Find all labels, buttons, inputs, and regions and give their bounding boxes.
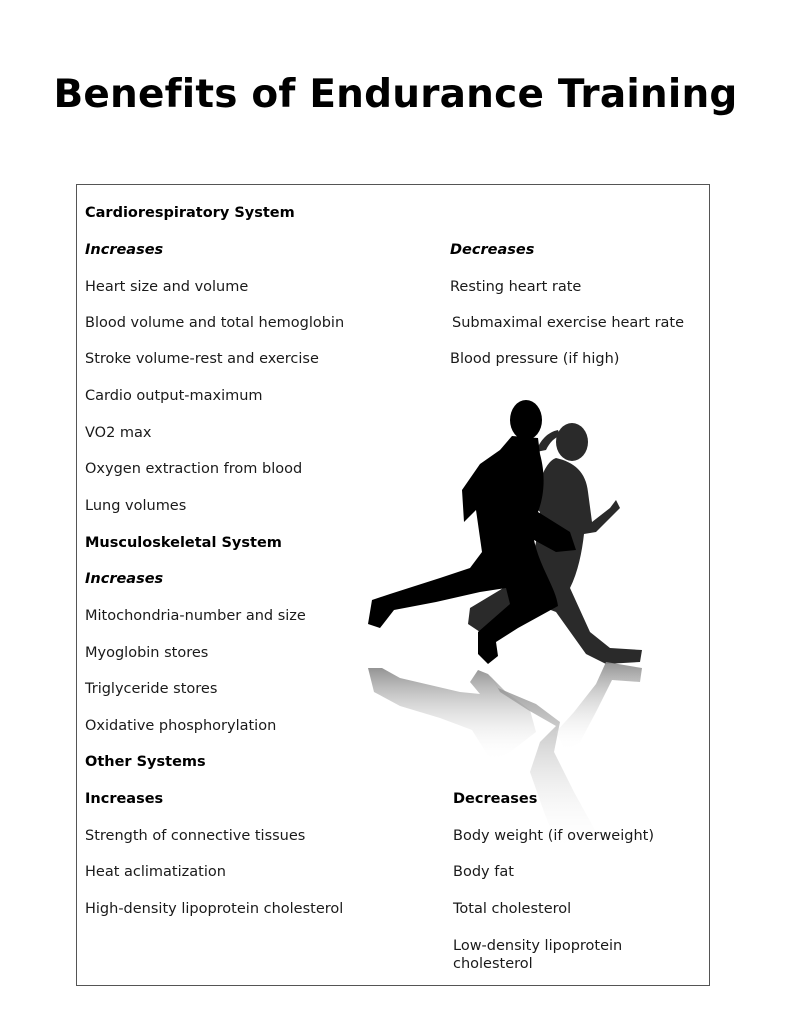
runners-silhouette-icon <box>360 392 660 852</box>
list-item: Stroke volume-rest and exercise <box>85 351 319 367</box>
list-item: Myoglobin stores <box>85 645 209 661</box>
list-item: Mitochondria-number and size <box>85 608 306 624</box>
list-item: Blood volume and total hemoglobin <box>85 315 345 331</box>
list-item: High-density lipoprotein cholesterol <box>85 901 344 917</box>
other-increases-label: Increases <box>85 791 164 807</box>
list-item: Lung volumes <box>85 498 187 514</box>
list-item: Blood pressure (if high) <box>450 351 620 367</box>
list-item: VO2 max <box>85 425 152 441</box>
list-item: Submaximal exercise heart rate <box>452 315 685 331</box>
page-title: Benefits of Endurance Training <box>53 72 738 117</box>
other-decreases-label: Decreases <box>453 791 538 807</box>
section-heading-cardiorespiratory: Cardiorespiratory System <box>85 205 295 221</box>
section-heading-musculoskeletal: Musculoskeletal System <box>85 535 282 551</box>
list-item: Oxygen extraction from blood <box>85 461 303 477</box>
list-item: Body fat <box>453 864 514 880</box>
list-item: Strength of connective tissues <box>85 828 306 844</box>
list-item: Heart size and volume <box>85 279 249 295</box>
list-item: Cardio output-maximum <box>85 388 263 404</box>
section-heading-other-systems: Other Systems <box>85 754 206 770</box>
list-item: Oxidative phosphorylation <box>85 718 277 734</box>
runners-reflection-icon <box>368 662 642 852</box>
cardio-increases-label: Increases <box>85 242 164 258</box>
musculo-increases-label: Increases <box>85 571 164 587</box>
list-item: Total cholesterol <box>453 901 572 917</box>
list-item: Resting heart rate <box>450 279 582 295</box>
list-item: Body weight (if overweight) <box>453 828 654 844</box>
list-item: Low-density lipoprotein cholesterol <box>453 938 623 972</box>
list-item: Triglyceride stores <box>85 681 218 697</box>
cardio-decreases-label: Decreases <box>450 242 535 258</box>
list-item: Heat aclimatization <box>85 864 226 880</box>
